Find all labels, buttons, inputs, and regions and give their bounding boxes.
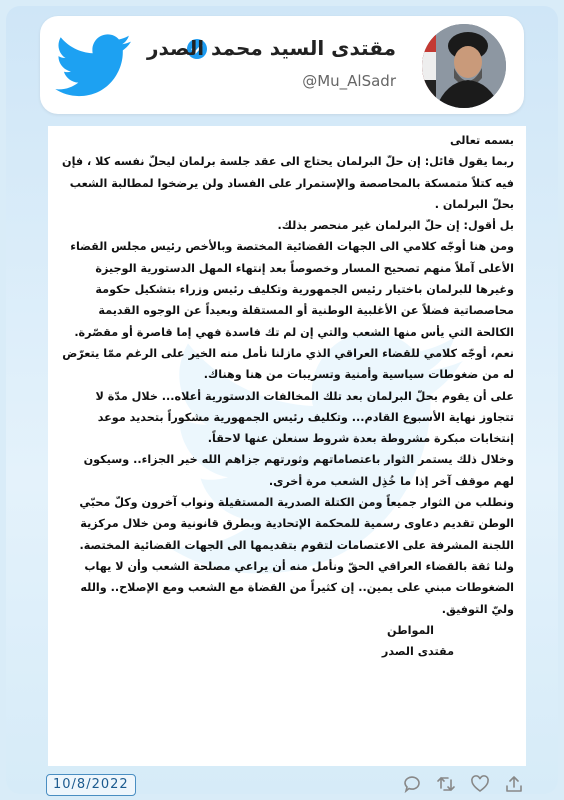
tweet-paragraph: نعم، أوجّه كلامي للقضاء العراقي الذي مازلنا نأمل منه الخير على الرغم ممّا يتعرّض له من ضغوطات سياسية وأمنية وتسريبات من هنا وهناك.	[62, 346, 514, 382]
tweet-text	[62, 130, 514, 662]
profile-handle: @Mu_AlSadr	[302, 72, 396, 90]
avatar	[422, 24, 506, 108]
profile-header	[40, 16, 524, 114]
tweet-paragraph: بل أقول: إن حلّ البرلمان غير منحصر بذلك.	[277, 219, 514, 233]
tweet-paragraph: ولنا ثقة بالقضاء العراقي الحقّ ونأمل منه أن يراعي مصلحة الشعب وأن لا يهاب الضغوطات مبني على يمين.. إن كثيراً من القضاة مع الشعب ومع الإصلاح.. والله وليّ التوفيق.	[80, 559, 514, 616]
share-icon[interactable]	[504, 774, 524, 794]
tweet-date: 10/8/2022	[46, 774, 136, 796]
retweet-icon[interactable]	[436, 774, 456, 794]
tweet-paragraph: وخلال ذلك يستمر الثوار باعتصاماتهم وثورتهم جزاهم الله خير الجزاء.. وسيكون لهم موقف آخر إذا ما خُذِل الشعب مرة أخرى.	[83, 453, 514, 488]
tweet-paragraph: ومن هنا أوجّه كلامي الى الجهات القضائية المختصة وبالأخص رئيس مجلس القضاء الأعلى آملاً منهم تصحيح المسار وخصوصاً بعد إنتهاء المهل الدستورية الوجيزة وغيرها للبرلمان باختيار رئيس الجمهورية وتكليف رئيس وزراء بتشكيل حكومة محاصصاتية فضلاً عن الأغلبية الوطنية أو المستقلة وبعيداً عن الوجوه القديمة الكالحة التي يأس منها الشعب والتي إن لم تك فاسدة فهي إما قاصرة أو مقصّرة.	[70, 240, 514, 339]
tweet-paragraph: بسمه تعالى	[449, 134, 514, 147]
tweet-paragraph: ربما يقول قائل: إن حلّ البرلمان يحتاج الى عقد جلسة برلمان ليحلّ نفسه كلا ، فإن فيه كتلاً متمسكة بالمحاصصة والإستمرار على الفساد ولن يرضخوا لمطالبة الشعب بحلّ البرلمان .	[62, 155, 514, 211]
signature-title: المواطن	[387, 623, 434, 637]
profile-name: مقتدى السيد محمد الصدر	[146, 36, 396, 60]
tweet-paragraph: على أن يقوم بحلّ البرلمان بعد تلك المخالفات الدستورية أعلاه... خلال مدّة لا تتجاوز نهاية الأسبوع القادم... وتكليف رئيس الجمهورية مشكوراً بتحديد موعد إنتخابات مبكرة مشروطة بعدة شروط سنعلن عنها لاحقاً.	[95, 389, 514, 446]
like-icon[interactable]	[470, 774, 490, 794]
reply-icon[interactable]	[402, 774, 422, 794]
tweet-paragraph: ونطلب من الثوار جميعاً ومن الكتلة الصدرية المستقيلة ونواب آخرون وكلّ محبّي الوطن تقديم دعاوى رسمية للمحكمة الإتحادية وبطرق قانونية ومن خلال مركزية اللجنة المشرفة على الاعتصامات لتقوم بتقديمها الى الجهات القضائية المختصة.	[79, 496, 514, 552]
signature-name: مقتدى الصدر	[381, 645, 454, 659]
tweet-card	[48, 126, 526, 766]
twitter-bird-icon	[54, 34, 134, 98]
